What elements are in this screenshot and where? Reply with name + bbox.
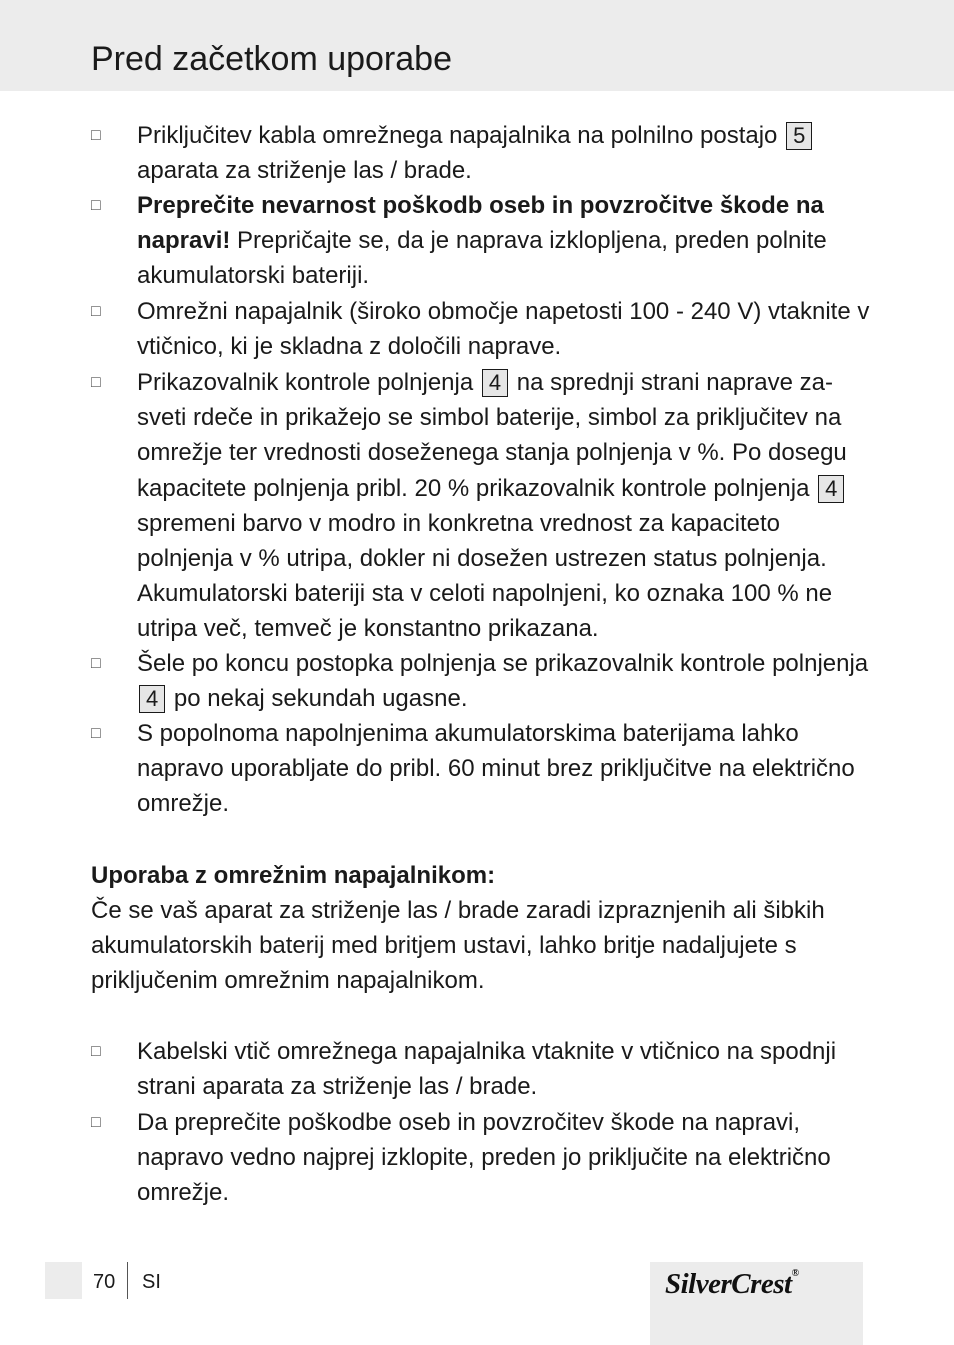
brand-name: SilverCrest xyxy=(665,1268,792,1300)
list-item xyxy=(91,716,881,822)
list-item xyxy=(91,646,881,716)
part-reference-badge: 5 xyxy=(786,122,812,150)
item-text: po nekaj sekundah ugasne. xyxy=(167,685,468,713)
checkbox-bullet-icon: □ xyxy=(91,197,101,214)
brand-logo xyxy=(665,1268,799,1301)
checkbox-bullet-icon: □ xyxy=(91,1043,101,1060)
warning-text: Preprečite nevarnost poškodb oseb in povzročitve škode na napravi! xyxy=(137,192,824,255)
item-text: Prikazovalnik kontrole polnjenja xyxy=(137,369,480,396)
item-text: S popolnoma napolnjenima akumulatorskima baterijama lahko napravo uporabljate do pribl. 60 minut brez priključitve na električno omrežje. xyxy=(137,720,855,818)
list-item xyxy=(91,365,881,647)
section-heading: Uporaba z omrežnim napajalnikom: xyxy=(91,862,496,889)
item-text: spremeni barvo v modro in konkretna vrednost za kapaciteto polnjenja v % utripa, dokler ni dosežen ustrezen status polnjenja. Akumulatorski bateriji sta v celoti napolnjeni, ko oznaka 100 % ne utripa več, temveč je konstantno prikazana. xyxy=(137,509,833,643)
item-text: Omrežni napajalnik (široko območje napetosti 100 - 240 V) vtaknite v vtičnico, ki je skladna z določili naprave. xyxy=(137,298,870,361)
list-item xyxy=(91,294,881,364)
part-reference-badge: 4 xyxy=(482,369,508,397)
registered-mark: ® xyxy=(791,1268,799,1279)
page-number: 70 xyxy=(93,1271,116,1293)
item-text: aparata za striženje las / brade. xyxy=(137,157,472,185)
list-item xyxy=(91,1105,881,1211)
list-item xyxy=(91,118,881,188)
item-text: Da preprečite poškodbe oseb in povzročitev škode na napravi, napravo vedno najprej izklopite, preden jo priključite na električno omrežje. xyxy=(137,1109,831,1207)
page-title: Pred začetkom uporabe xyxy=(91,40,452,78)
item-text: Kabelski vtič omrežnega napajalnika vtaknite v vtičnico na spodnji strani aparata za striženje las / brade. xyxy=(137,1038,837,1101)
language-code: SI xyxy=(142,1271,161,1293)
list-item xyxy=(91,1034,881,1104)
checkbox-bullet-icon: □ xyxy=(91,655,101,672)
part-reference-badge: 4 xyxy=(139,685,165,713)
part-reference-badge: 4 xyxy=(818,475,844,503)
footer-marker xyxy=(45,1262,82,1299)
checkbox-bullet-icon: □ xyxy=(91,127,101,144)
checkbox-bullet-icon: □ xyxy=(91,725,101,742)
list-item xyxy=(91,188,881,294)
footer-divider xyxy=(127,1262,128,1299)
item-text: Šele po koncu postopka polnjenja se prikazovalnik kontrole polnjenja xyxy=(137,650,869,677)
item-text: Prepričajte se, da je naprava izklopljena, preden polnite akumulatorski bateriji. xyxy=(137,227,827,290)
checkbox-bullet-icon: □ xyxy=(91,374,101,391)
item-text: na sprednji strani naprave za-sveti rdeče in prikažejo se simbol baterije, simbol za priključitev na omrežje ter vrednosti doseženega stanja polnjenja v %. Po dosegu kapacitete polnjenja pribl. 20 % prikazovalnik kontrole polnjenja xyxy=(137,369,847,502)
checkbox-bullet-icon: □ xyxy=(91,1114,101,1131)
item-text: Priključitev kabla omrežnega napajalnika na polnilno postajo xyxy=(137,122,785,149)
checkbox-bullet-icon: □ xyxy=(91,303,101,320)
intro-paragraph: Če se vaš aparat za striženje las / brade zaradi izpraznjenih ali šibkih akumulatorskih baterij med britjem ustavi, lahko britje nadaljujete s priključenim omrežnim napajalnikom. xyxy=(91,897,825,995)
